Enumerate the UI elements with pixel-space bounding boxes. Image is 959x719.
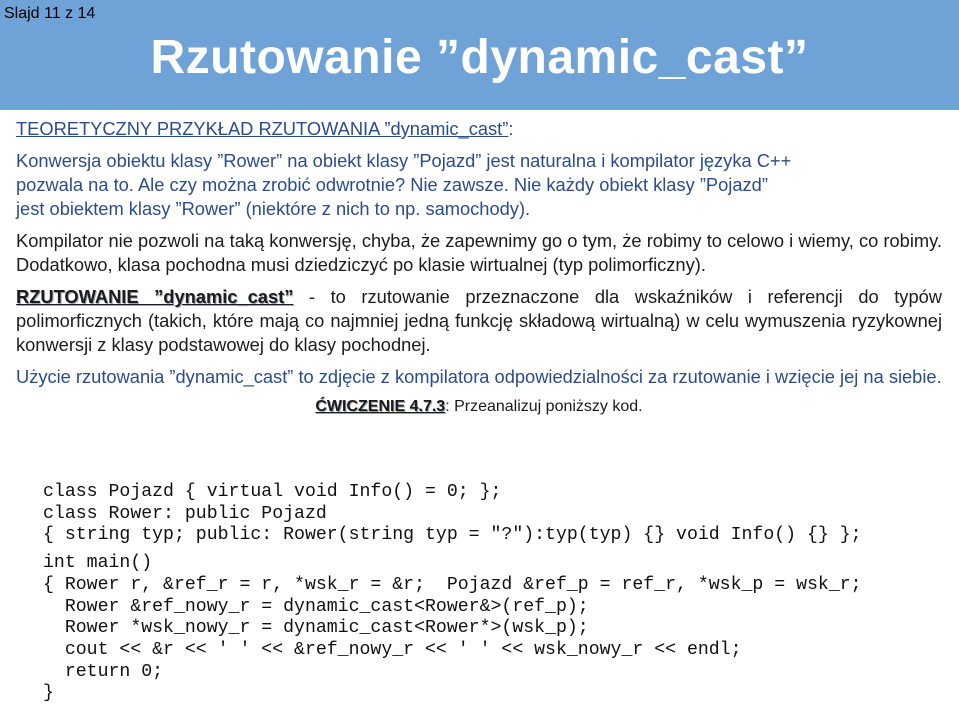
code-line: return 0; <box>43 661 164 682</box>
code-line: class Pojazd { virtual void Info() = 0; }; <box>43 482 502 502</box>
code-block <box>43 482 862 705</box>
heading-colon: : <box>508 118 514 139</box>
code-line: { Rower r, &ref_r = r, *wsk_r = &r; Pojazd &ref_p = ref_r, *wsk_p = wsk_r; <box>43 574 862 595</box>
paragraph-definition <box>16 285 942 357</box>
paragraph-line: Konwersja obiektu klasy ”Rower” na obiekt klasy ”Pojazd” jest naturalna i kompilator języka C++ <box>16 150 792 171</box>
definition-text: - to rzutowanie przeznaczone dla wskaźników i referencji do typów polimorficznych (takich, które mają co najmniej jedną funkcję składową wirtualną) w celu wymuszenia ryzykownej konwersji z klasy podstawowej do klasy pochodnej. <box>16 286 942 355</box>
definition-term: RZUTOWANIE ”dynamic_cast” <box>16 286 294 307</box>
slide-number: Slajd 11 z 14 <box>4 5 96 22</box>
code-line: Rower &ref_nowy_r = dynamic_cast<Rower&>(ref_p); <box>43 596 589 617</box>
paragraph-conversion <box>16 149 942 221</box>
slide-title: Rzutowanie ”dynamic_cast” <box>150 31 809 84</box>
slide-content <box>16 117 942 417</box>
paragraph-compiler: Kompilator nie pozwoli na taką konwersję, chyba, że zapewnimy go o tym, że robimy to celowo i wiemy, co robimy. Dodatkowo, klasa pochodna musi dziedziczyć po klasie wirtualnej (typ polimorficzny). <box>16 230 942 275</box>
exercise-label: ĆWICZENIE 4.7.3 <box>315 398 446 415</box>
code-line: class Rower: public Pojazd <box>43 503 327 524</box>
code-line: Rower *wsk_nowy_r = dynamic_cast<Rower*>(wsk_p); <box>43 618 589 639</box>
paragraph-line: pozwala na to. Ale czy można zrobić odwrotnie? Nie zawsze. Nie każdy obiekt klasy ”Pojazd” <box>16 174 768 195</box>
paragraph-usage: Użycie rzutowania ”dynamic_cast” to zdjęcie z kompilatora odpowiedzialności za rzutowanie i wzięcie jej na siebie. <box>16 366 942 387</box>
slide-header <box>0 0 959 110</box>
code-line: int main() <box>43 553 153 574</box>
code-line: { string typ; public: Rower(string typ = "?"):typ(typ) {} void Info() {} }; <box>43 525 862 546</box>
paragraph-line: jest obiektem klasy ”Rower” (niektóre z nich to np. samochody). <box>16 198 531 219</box>
code-line: cout << &r << ' ' << &ref_nowy_r << ' ' << wsk_nowy_r << endl; <box>43 639 742 660</box>
code-line: } <box>43 683 54 704</box>
heading-link[interactable]: TEORETYCZNY PRZYKŁAD RZUTOWANIA ”dynamic_cast” <box>16 118 509 139</box>
exercise-text: : Przeanalizuj poniższy kod. <box>445 398 643 415</box>
exercise-line <box>16 397 942 417</box>
section-heading <box>16 117 942 141</box>
